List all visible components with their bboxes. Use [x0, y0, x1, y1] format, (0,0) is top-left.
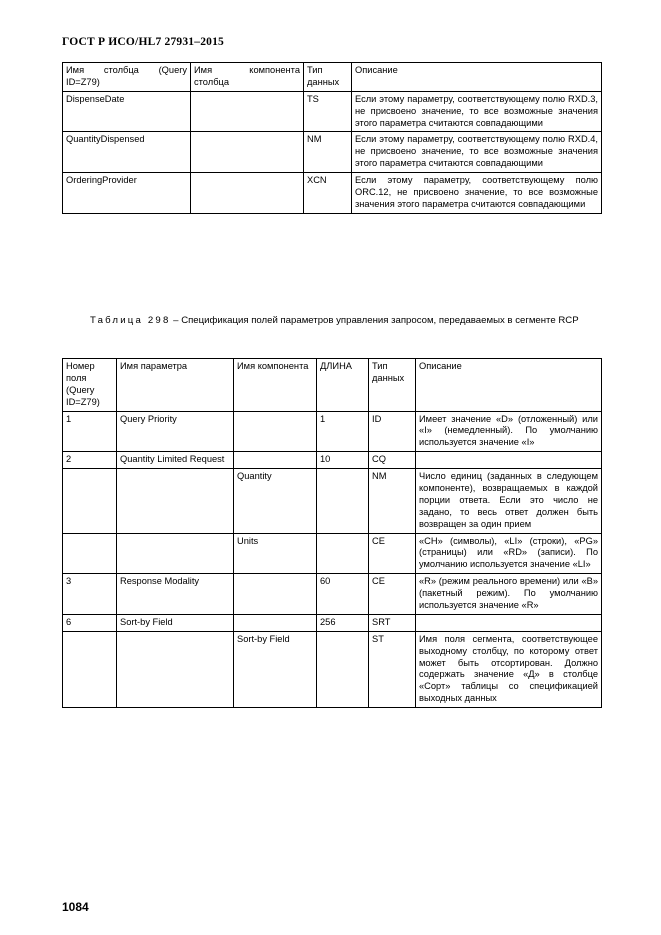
- cell-description: Имя поля сегмента, соответствующее выходному столбцу, по которому ответ может быть отсортирован. Должно содержать значение «Д» в столбце «Сорт» таблицы со спецификацией выходных данных: [416, 631, 602, 707]
- cell-field-no: 3: [63, 574, 117, 615]
- cell-description: Если этому параметру, соответствующему полю RXD.4, не присвоено значение, то все возможные значения этого параметра считаются совпадающими: [352, 132, 602, 173]
- table-rcp-query-parameters: [62, 358, 602, 708]
- table-row: [63, 469, 602, 533]
- page-number: 1084: [62, 900, 89, 914]
- cell-component-name: [234, 574, 317, 615]
- cell-description: [416, 614, 602, 631]
- table-header-cell: Описание: [416, 359, 602, 412]
- cell-component-name: Sort-by Field: [234, 631, 317, 707]
- table-dispense-columns: [62, 62, 602, 214]
- cell-length: [317, 533, 369, 574]
- cell-param-name: Response Modality: [117, 574, 234, 615]
- cell-component-name: [191, 132, 304, 173]
- cell-field-no: 2: [63, 452, 117, 469]
- table-caption: [62, 312, 601, 330]
- page-header: ГОСТ Р ИСО/HL7 27931–2015: [62, 36, 224, 48]
- cell-data-type: NM: [369, 469, 416, 533]
- cell-component-name: [234, 452, 317, 469]
- table-header-row: [63, 63, 602, 92]
- cell-param-name: [117, 469, 234, 533]
- cell-component-name: [234, 411, 317, 452]
- cell-data-type: ID: [369, 411, 416, 452]
- cell-column-name: OrderingProvider: [63, 173, 191, 214]
- table-header-cell: Описание: [352, 63, 602, 92]
- table-row: [63, 411, 602, 452]
- cell-description: [416, 452, 602, 469]
- cell-description: Если этому параметру, соответствующему полю ORC.12, не присвоено значение, то все возможные значения этого параметра считаются совпадающими: [352, 173, 602, 214]
- cell-component-name: [234, 614, 317, 631]
- table-header-cell: Тип данных: [369, 359, 416, 412]
- cell-column-name: QuantityDispensed: [63, 132, 191, 173]
- table-row: [63, 91, 602, 132]
- table-row: [63, 452, 602, 469]
- cell-data-type: NM: [304, 132, 352, 173]
- cell-column-name: DispenseDate: [63, 91, 191, 132]
- cell-data-type: SRT: [369, 614, 416, 631]
- cell-component-name: Quantity: [234, 469, 317, 533]
- table-row: [63, 614, 602, 631]
- cell-field-no: [63, 631, 117, 707]
- caption-text: Спецификация полей параметров управления запросом, передаваемых в сегменте RCP: [181, 315, 579, 326]
- table-header-cell: Имя компонента: [234, 359, 317, 412]
- cell-data-type: TS: [304, 91, 352, 132]
- cell-param-name: [117, 533, 234, 574]
- cell-length: 60: [317, 574, 369, 615]
- cell-data-type: CE: [369, 574, 416, 615]
- table-header-cell: Имя параметра: [117, 359, 234, 412]
- cell-description: Если этому параметру, соответствующему полю RXD.3, не присвоено значение, то все возможные значения этого параметра считаются совпадающими: [352, 91, 602, 132]
- cell-param-name: Sort-by Field: [117, 614, 234, 631]
- table-row: [63, 173, 602, 214]
- table-row: [63, 631, 602, 707]
- cell-param-name: Quantity Limited Request: [117, 452, 234, 469]
- cell-length: 10: [317, 452, 369, 469]
- table-header-cell: Номер поля (Query ID=Z79): [63, 359, 117, 412]
- table-header-cell: Имя столбца (Query ID=Z79): [63, 63, 191, 92]
- table-row: [63, 132, 602, 173]
- cell-field-no: [63, 469, 117, 533]
- cell-param-name: Query Priority: [117, 411, 234, 452]
- cell-data-type: CE: [369, 533, 416, 574]
- cell-data-type: XCN: [304, 173, 352, 214]
- cell-field-no: 6: [63, 614, 117, 631]
- table-header-cell: Тип данных: [304, 63, 352, 92]
- caption-dash: –: [173, 315, 179, 326]
- table-row: [63, 533, 602, 574]
- cell-length: 1: [317, 411, 369, 452]
- table-header-row: [63, 359, 602, 412]
- cell-param-name: [117, 631, 234, 707]
- table-row: [63, 574, 602, 615]
- cell-component-name: [191, 173, 304, 214]
- cell-data-type: ST: [369, 631, 416, 707]
- cell-length: [317, 469, 369, 533]
- cell-field-no: [63, 533, 117, 574]
- table-header-cell: ДЛИНА: [317, 359, 369, 412]
- cell-data-type: CQ: [369, 452, 416, 469]
- caption-number: Таблица 298: [90, 315, 171, 326]
- cell-length: 256: [317, 614, 369, 631]
- table-header-cell: Имя компонента столбца: [191, 63, 304, 92]
- cell-description: «R» (режим реального времени) или «B» (пакетный режим). По умолчанию используется значение «R»: [416, 574, 602, 615]
- cell-component-name: Units: [234, 533, 317, 574]
- cell-component-name: [191, 91, 304, 132]
- cell-length: [317, 631, 369, 707]
- cell-field-no: 1: [63, 411, 117, 452]
- cell-description: Число единиц (заданных в следующем компоненте), возвращаемых в каждой порции ответа. Если это число не задано, то весь ответ должен быть возвращен за один прием: [416, 469, 602, 533]
- cell-description: «CH» (символы), «LI» (строки), «PG» (страницы) или «RD» (записи). По умолчанию используется значение «LI»: [416, 533, 602, 574]
- cell-description: Имеет значение «D» (отложенный) или «I» (немедленный). По умолчанию используется значение «I»: [416, 411, 602, 452]
